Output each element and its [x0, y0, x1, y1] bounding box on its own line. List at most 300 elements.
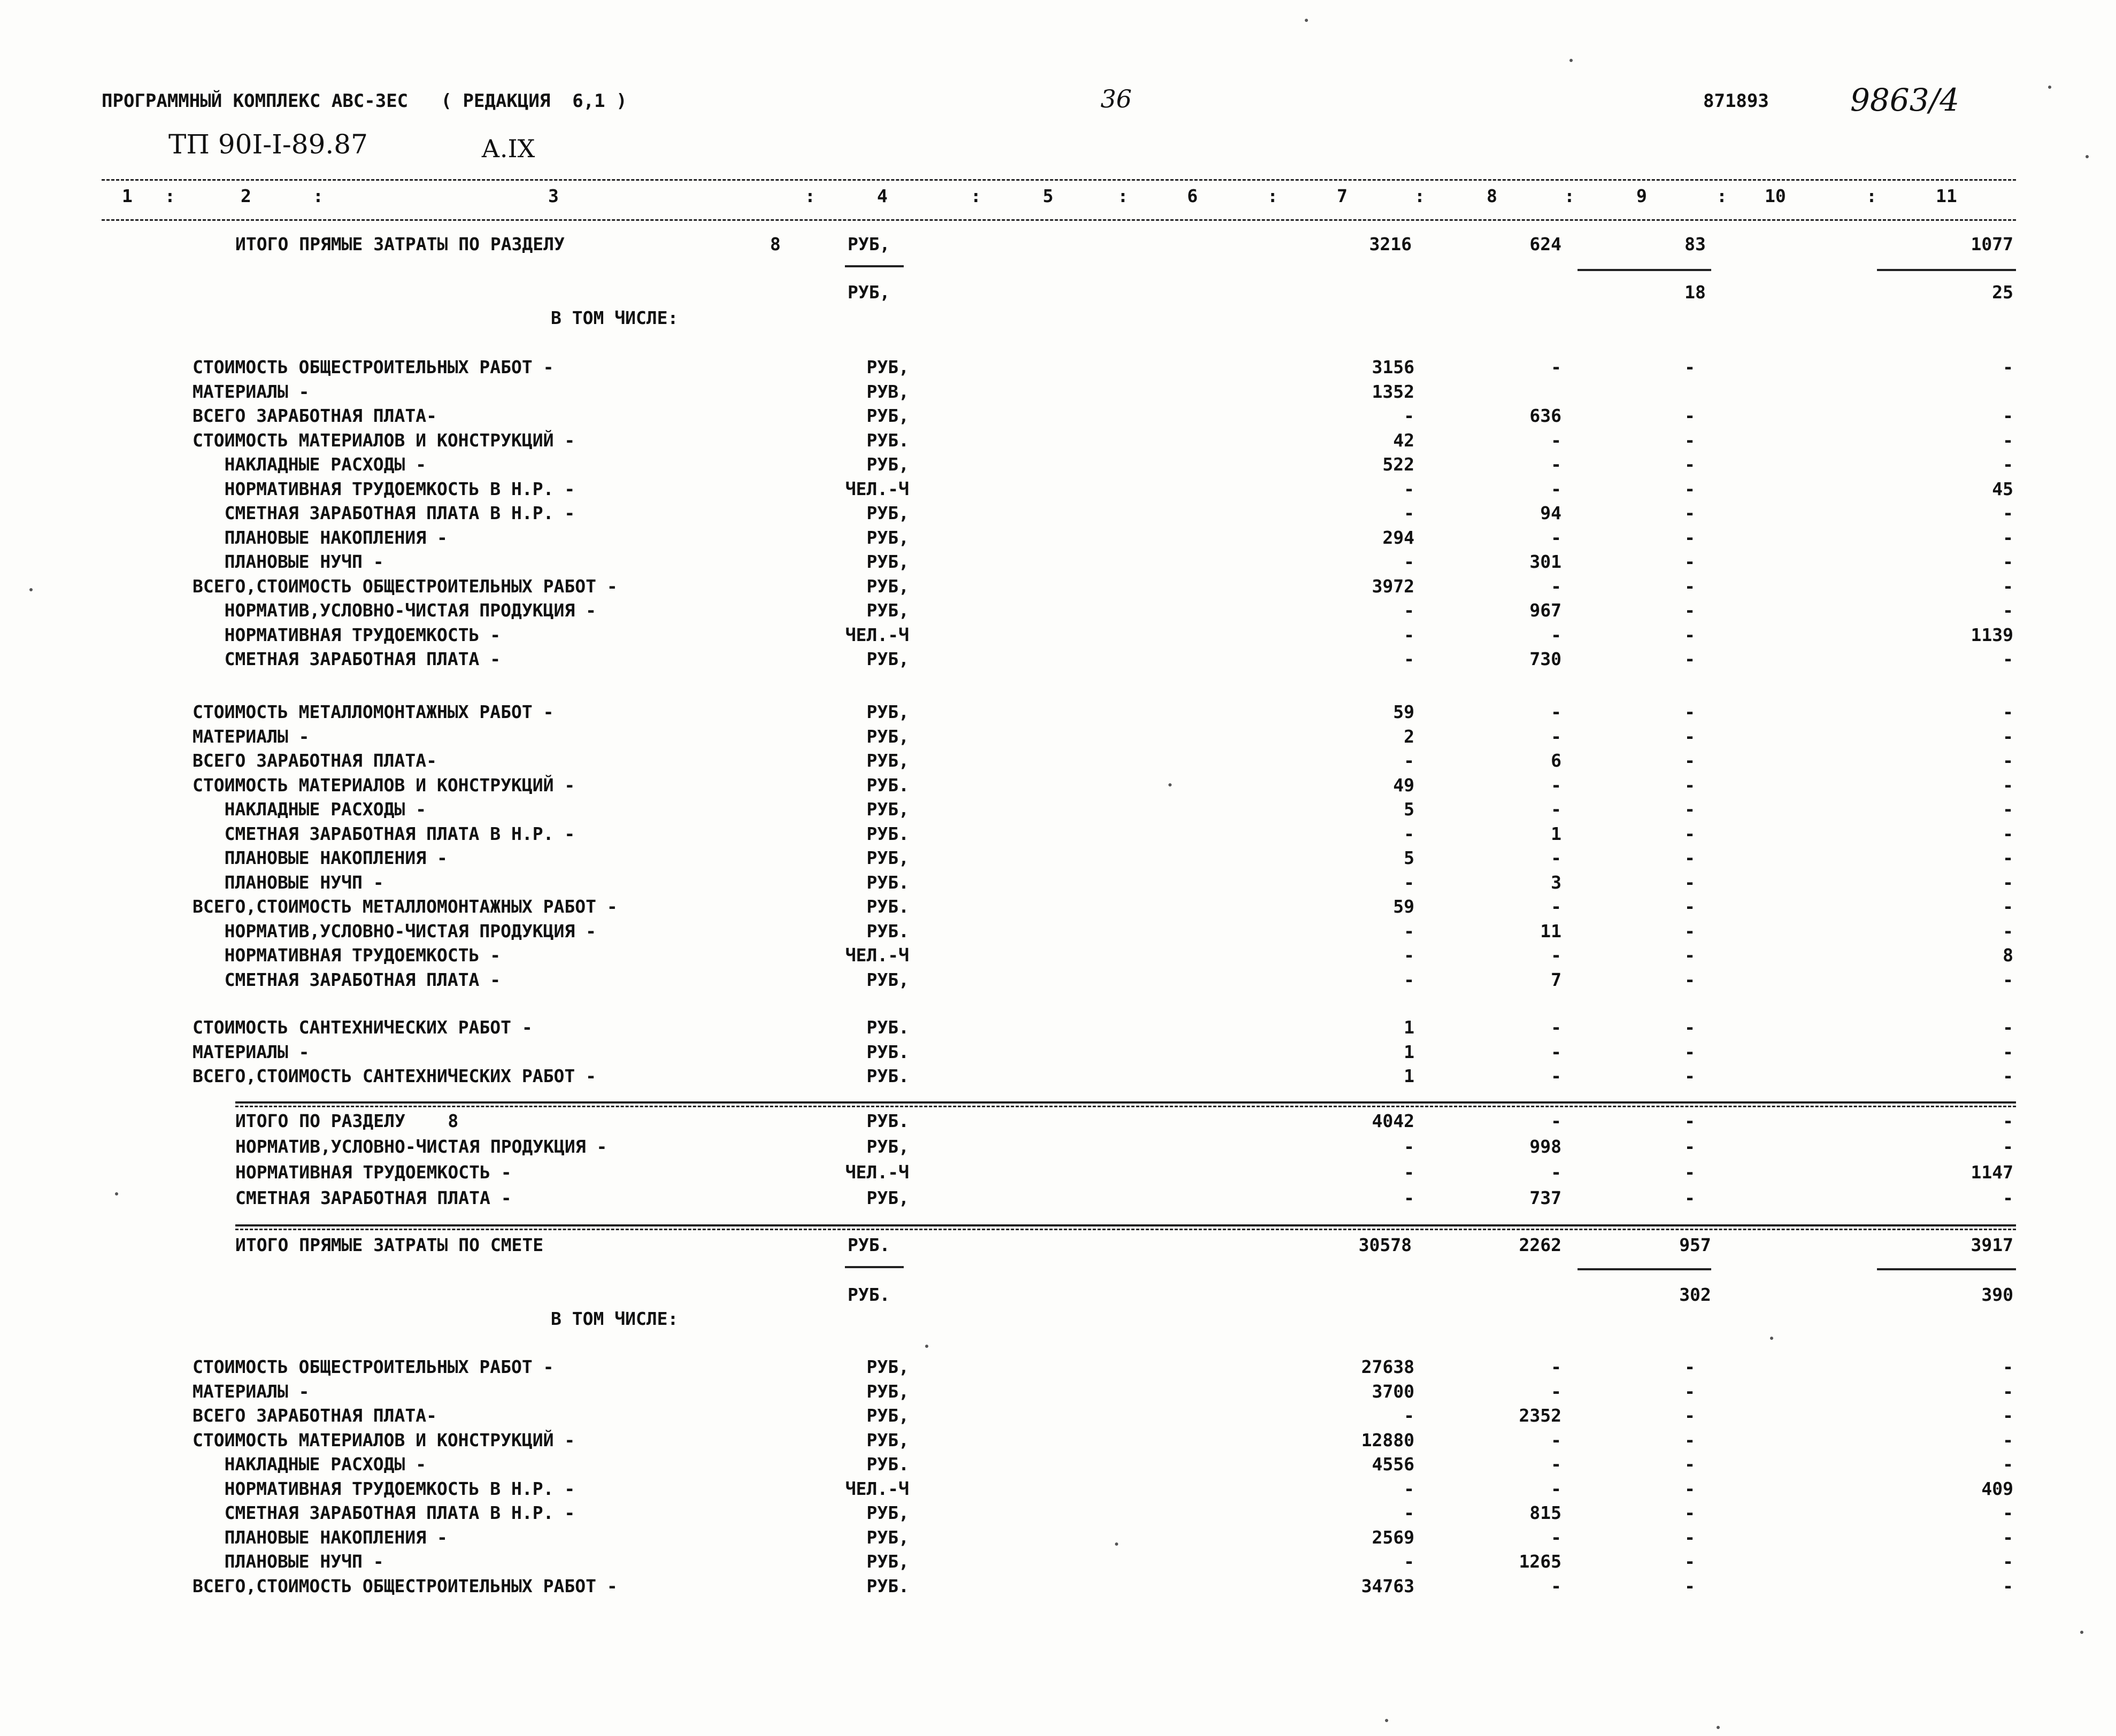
cell-c8: 636	[1529, 405, 1561, 426]
album-number: А.IX	[481, 134, 535, 163]
scan-speck	[1305, 19, 1308, 22]
cell-c9: -	[1684, 357, 1695, 377]
column-separator: :	[313, 186, 324, 206]
cell-c9: -	[1684, 1041, 1695, 1062]
cell-c7: 1	[1404, 1017, 1414, 1038]
row-unit: РУБ,	[866, 405, 909, 426]
row-label: СТОИМОСТЬ ОБЩЕСТРОИТЕЛЬНЫХ РАБОТ -	[193, 357, 554, 377]
row-unit: РУБ.	[866, 430, 909, 451]
scan-speck	[2048, 86, 2051, 89]
row-unit: РУБ.	[866, 775, 909, 796]
row-label: ПЛАНОВЫЕ НУЧП -	[193, 1551, 384, 1572]
column-number: 7	[1337, 186, 1348, 206]
cell-c9: -	[1684, 775, 1695, 796]
row-label: ПЛАНОВЫЕ НУЧП -	[193, 872, 384, 893]
cell-c8: -	[1551, 726, 1561, 747]
project-code: ТП 90I-I-89.87	[168, 129, 368, 160]
cell-c7: -	[1404, 945, 1414, 966]
cell-c9: -	[1684, 969, 1695, 990]
cell-c8: -	[1551, 527, 1561, 548]
row-unit: РУБ,	[866, 726, 909, 747]
cell-c8: -	[1551, 1381, 1561, 1402]
row-unit: РУБ,	[866, 1356, 909, 1377]
row-label: СТОИМОСТЬ МАТЕРИАЛОВ И КОНСТРУКЦИЙ -	[193, 775, 575, 796]
column-separator: :	[1564, 186, 1575, 206]
estimate-total-col9-b: 302	[1679, 1284, 1711, 1305]
row-unit: РУБ,	[866, 1551, 909, 1572]
estimate-total-col7: 30578	[1358, 1235, 1412, 1255]
cell-c8: -	[1551, 1066, 1561, 1086]
cell-c8: -	[1551, 799, 1561, 820]
cell-c7: -	[1404, 823, 1414, 844]
estimate-total-top-rule-2	[235, 1229, 2016, 1230]
estimate-col9-fraction-line	[1578, 1268, 1711, 1270]
row-label: СТОИМОСТЬ ОБЩЕСТРОИТЕЛЬНЫХ РАБОТ -	[193, 1356, 554, 1377]
column-number: 3	[548, 186, 559, 206]
cell-c11: -	[2003, 527, 2013, 548]
cell-c11: -	[2003, 454, 2013, 475]
header-top-rule	[102, 179, 2016, 181]
row-label: СМЕТНАЯ ЗАРАБОТНАЯ ПЛАТА В Н.Р. -	[193, 823, 575, 844]
column-separator: :	[1414, 186, 1425, 206]
column-number: 9	[1636, 186, 1647, 206]
section-total-col11: 1077	[1971, 234, 2013, 254]
row-unit: РУБ,	[866, 551, 909, 572]
row-label: НАКЛАДНЫЕ РАСХОДЫ -	[193, 454, 427, 475]
estimate-unit-underline	[845, 1266, 904, 1268]
cell-c11: -	[2003, 1110, 2013, 1131]
cell-c8: -	[1551, 1576, 1561, 1596]
estimate-col11-fraction-line	[1877, 1268, 2016, 1270]
page-number: 36	[1101, 84, 1132, 113]
row-label: СМЕТНАЯ ЗАРАБОТНАЯ ПЛАТА -	[235, 1187, 512, 1208]
including-label-2: В ТОМ ЧИСЛЕ:	[551, 1308, 679, 1329]
cell-c7: 4042	[1372, 1110, 1414, 1131]
cell-c9: -	[1684, 454, 1695, 475]
cell-c11: -	[2003, 1017, 2013, 1038]
cell-c11: -	[2003, 1502, 2013, 1523]
estimate-total-top-rule	[235, 1224, 2016, 1226]
cell-c7: -	[1404, 1502, 1414, 1523]
cell-c9: -	[1684, 1187, 1695, 1208]
cell-c7: 1	[1404, 1066, 1414, 1086]
cell-c8: 998	[1529, 1136, 1561, 1157]
col11-fraction-line	[1877, 269, 2016, 271]
row-unit: РУБ.	[866, 872, 909, 893]
scan-speck	[1115, 1542, 1118, 1546]
cell-c7: 5	[1404, 847, 1414, 868]
cell-c7: -	[1404, 1551, 1414, 1572]
cell-c8: 730	[1529, 649, 1561, 669]
cell-c8: -	[1551, 1041, 1561, 1062]
cell-c7: -	[1404, 1478, 1414, 1499]
cell-c11: -	[2003, 799, 2013, 820]
cell-c8: -	[1551, 1454, 1561, 1475]
row-label: НАКЛАДНЫЕ РАСХОДЫ -	[193, 799, 427, 820]
cell-c11: -	[2003, 726, 2013, 747]
cell-c9: -	[1684, 503, 1695, 523]
col9-fraction-line	[1578, 269, 1711, 271]
cell-c7: 294	[1382, 527, 1414, 548]
row-unit: РУБ.	[866, 823, 909, 844]
row-unit: РУБ,	[866, 1187, 909, 1208]
section-total-col9-b: 18	[1684, 282, 1706, 303]
cell-c8: -	[1551, 896, 1561, 917]
cell-c7: -	[1404, 969, 1414, 990]
cell-c8: 3	[1551, 872, 1561, 893]
cell-c7: 3156	[1372, 357, 1414, 377]
column-separator: :	[1866, 186, 1877, 206]
cell-c9: -	[1684, 945, 1695, 966]
cell-c7: 1352	[1372, 381, 1414, 402]
row-label: НОРМАТИВНАЯ ТРУДОЕМКОСТЬ -	[193, 624, 501, 645]
row-unit: РУБ,	[866, 454, 909, 475]
row-label: ВСЕГО ЗАРАБОТНАЯ ПЛАТА-	[193, 750, 437, 771]
column-separator: :	[1717, 186, 1727, 206]
cell-c9: -	[1684, 551, 1695, 572]
cell-c7: -	[1404, 1136, 1414, 1157]
cell-c8: -	[1551, 1527, 1561, 1548]
cell-c8: -	[1551, 357, 1561, 377]
row-unit: РУБ,	[866, 1527, 909, 1548]
cell-c11: -	[2003, 872, 2013, 893]
column-number: 6	[1187, 186, 1198, 206]
document-code: 871893	[1703, 90, 1769, 112]
cell-c11: -	[2003, 1430, 2013, 1450]
cell-c9: -	[1684, 701, 1695, 722]
row-label: МАТЕРИАЛЫ -	[193, 1381, 310, 1402]
row-unit: РУБ,	[866, 969, 909, 990]
estimate-total-unit: РУБ.	[848, 1235, 890, 1255]
cell-c8: 1265	[1519, 1551, 1561, 1572]
unit-underline	[845, 265, 904, 267]
cell-c9: -	[1684, 750, 1695, 771]
cell-c7: 59	[1393, 701, 1414, 722]
row-label: СТОИМОСТЬ МАТЕРИАЛОВ И КОНСТРУКЦИЙ -	[193, 1430, 575, 1450]
section-total-unit-2: РУБ,	[848, 282, 890, 303]
section-total-col7: 3216	[1369, 234, 1412, 254]
cell-c7: 2569	[1372, 1527, 1414, 1548]
cell-c11: 1139	[1971, 624, 2013, 645]
cell-c7: 49	[1393, 775, 1414, 796]
cell-c7: 3972	[1372, 576, 1414, 597]
cell-c8: -	[1551, 847, 1561, 868]
estimate-total-col11-b: 390	[1981, 1284, 2013, 1305]
scan-speck	[1717, 1726, 1720, 1729]
cell-c7: 42	[1393, 430, 1414, 451]
row-unit: РУБ.	[866, 1017, 909, 1038]
cell-c9: -	[1684, 1110, 1695, 1131]
row-label: МАТЕРИАЛЫ -	[193, 726, 310, 747]
cell-c9: -	[1684, 1136, 1695, 1157]
cell-c11: -	[2003, 1527, 2013, 1548]
section-total-label: ИТОГО ПРЯМЫЕ ЗАТРАТЫ ПО РАЗДЕЛУ	[235, 234, 565, 254]
estimate-total-unit-2: РУБ.	[848, 1284, 890, 1305]
cell-c9: -	[1684, 1478, 1695, 1499]
cell-c11: -	[2003, 600, 2013, 621]
row-unit: РУБ,	[866, 799, 909, 820]
row-unit: РУБ.	[866, 1041, 909, 1062]
cell-c11: -	[2003, 896, 2013, 917]
cell-c11: -	[2003, 405, 2013, 426]
row-unit: РУБ,	[866, 1136, 909, 1157]
cell-c7: -	[1404, 624, 1414, 645]
cell-c8: 2352	[1519, 1405, 1561, 1426]
section-end-rule	[235, 1101, 2016, 1104]
cell-c7: -	[1404, 551, 1414, 572]
row-label: НОРМАТИВ,УСЛОВНО-ЧИСТАЯ ПРОДУКЦИЯ -	[193, 921, 596, 942]
cell-c7: -	[1404, 649, 1414, 669]
cell-c8: -	[1551, 430, 1561, 451]
cell-c11: -	[2003, 847, 2013, 868]
cell-c9: -	[1684, 527, 1695, 548]
row-label: СМЕТНАЯ ЗАРАБОТНАЯ ПЛАТА -	[193, 969, 501, 990]
row-label: ПЛАНОВЫЕ НАКОПЛЕНИЯ -	[193, 1527, 448, 1548]
cell-c8: -	[1551, 454, 1561, 475]
cell-c9: -	[1684, 1454, 1695, 1475]
row-label: ВСЕГО,СТОИМОСТЬ ОБЩЕСТРОИТЕЛЬНЫХ РАБОТ -	[193, 1576, 618, 1596]
cell-c11: -	[2003, 1381, 2013, 1402]
cell-c11: -	[2003, 1454, 2013, 1475]
cell-c9: -	[1684, 1405, 1695, 1426]
row-label: МАТЕРИАЛЫ -	[193, 381, 310, 402]
scan-speck	[2086, 155, 2089, 158]
row-unit: РУВ,	[866, 381, 909, 402]
cell-c11: -	[2003, 1576, 2013, 1596]
row-unit: РУБ,	[866, 1381, 909, 1402]
cell-c11: -	[2003, 357, 2013, 377]
section-total-col9: 83	[1684, 234, 1706, 254]
section-end-rule-2	[235, 1106, 2016, 1107]
cell-c7: 3700	[1372, 1381, 1414, 1402]
cell-c11: -	[2003, 969, 2013, 990]
cell-c9: -	[1684, 823, 1695, 844]
row-unit: РУБ,	[866, 1502, 909, 1523]
cell-c8: -	[1551, 1478, 1561, 1499]
row-unit: РУБ,	[866, 503, 909, 523]
row-unit: ЧЕЛ.-Ч	[845, 479, 909, 499]
cell-c9: -	[1684, 430, 1695, 451]
cell-c9: -	[1684, 1066, 1695, 1086]
cell-c11: -	[2003, 1066, 2013, 1086]
cell-c9: -	[1684, 1356, 1695, 1377]
row-unit: ЧЕЛ.-Ч	[845, 624, 909, 645]
cell-c11: -	[2003, 1356, 2013, 1377]
cell-c7: 2	[1404, 726, 1414, 747]
column-separator: :	[805, 186, 815, 206]
cell-c9: -	[1684, 1527, 1695, 1548]
cell-c11: 8	[2003, 945, 2013, 966]
cell-c9: -	[1684, 1430, 1695, 1450]
row-unit: РУБ,	[866, 600, 909, 621]
row-unit: РУБ.	[866, 1066, 909, 1086]
cell-c11: -	[2003, 503, 2013, 523]
cell-c11: -	[2003, 430, 2013, 451]
scan-speck	[1385, 1719, 1388, 1722]
row-label: ПЛАНОВЫЕ НАКОПЛЕНИЯ -	[193, 847, 448, 868]
cell-c8: -	[1551, 1356, 1561, 1377]
scan-speck	[925, 1345, 928, 1348]
row-unit: РУБ,	[866, 750, 909, 771]
column-number: 11	[1936, 186, 1957, 206]
row-label: НОРМАТИВНАЯ ТРУДОЕМКОСТЬ -	[193, 945, 501, 966]
cell-c11: -	[2003, 551, 2013, 572]
cell-c11: -	[2003, 750, 2013, 771]
cell-c7: -	[1404, 1405, 1414, 1426]
row-unit: РУБ.	[866, 1454, 909, 1475]
cell-c7: -	[1404, 405, 1414, 426]
cell-c11: -	[2003, 701, 2013, 722]
cell-c7: -	[1404, 503, 1414, 523]
estimate-total-col9: 957	[1679, 1235, 1711, 1255]
row-label: НАКЛАДНЫЕ РАСХОДЫ -	[193, 1454, 427, 1475]
header-bottom-rule	[102, 219, 2016, 221]
row-unit: ЧЕЛ.-Ч	[845, 1162, 909, 1183]
row-label: НОРМАТИВ,УСЛОВНО-ЧИСТАЯ ПРОДУКЦИЯ -	[235, 1136, 607, 1157]
column-number: 2	[241, 186, 251, 206]
section-total-number: 8	[770, 234, 781, 254]
cell-c9: -	[1684, 600, 1695, 621]
cell-c11: -	[2003, 823, 2013, 844]
cell-c7: -	[1404, 479, 1414, 499]
cell-c8: -	[1551, 1430, 1561, 1450]
row-unit: РУБ,	[866, 527, 909, 548]
column-number: 4	[877, 186, 888, 206]
cell-c9: -	[1684, 726, 1695, 747]
scan-speck	[1168, 783, 1172, 786]
cell-c8: -	[1551, 775, 1561, 796]
row-label: СМЕТНАЯ ЗАРАБОТНАЯ ПЛАТА В Н.Р. -	[193, 1502, 575, 1523]
section-total-col11-b: 25	[1992, 282, 2013, 303]
row-label: СТОИМОСТЬ САНТЕХНИЧЕСКИХ РАБОТ -	[193, 1017, 533, 1038]
row-label: СМЕТНАЯ ЗАРАБОТНАЯ ПЛАТА -	[193, 649, 501, 669]
handwritten-code: 9863/4	[1850, 82, 1960, 118]
column-separator: :	[1267, 186, 1278, 206]
estimate-total-col8: 2262	[1519, 1235, 1561, 1255]
cell-c11: -	[2003, 1136, 2013, 1157]
cell-c11: -	[2003, 1551, 2013, 1572]
row-label: ПЛАНОВЫЕ НАКОПЛЕНИЯ -	[193, 527, 448, 548]
column-separator: :	[971, 186, 981, 206]
row-unit: РУБ,	[866, 649, 909, 669]
cell-c7: -	[1404, 1162, 1414, 1183]
program-header: ПРОГРАММНЫЙ КОМПЛЕКС АВС-3ЕС ( РЕДАКЦИЯ 6,1 )	[102, 90, 627, 112]
row-label: ВСЕГО,СТОИМОСТЬ ОБЩЕСТРОИТЕЛЬНЫХ РАБОТ -	[193, 576, 618, 597]
row-unit: ЧЕЛ.-Ч	[845, 945, 909, 966]
row-label: СТОИМОСТЬ МЕТАЛЛОМОНТАЖНЫХ РАБОТ -	[193, 701, 554, 722]
scan-speck	[2080, 1631, 2083, 1634]
row-unit: РУБ,	[866, 701, 909, 722]
row-unit: РУБ.	[866, 896, 909, 917]
cell-c11: -	[2003, 1405, 2013, 1426]
cell-c8: -	[1551, 945, 1561, 966]
cell-c7: -	[1404, 872, 1414, 893]
column-number: 5	[1043, 186, 1053, 206]
row-unit: РУБ,	[866, 576, 909, 597]
cell-c9: -	[1684, 576, 1695, 597]
cell-c9: -	[1684, 405, 1695, 426]
scan-speck	[1770, 1337, 1773, 1340]
cell-c11: -	[2003, 775, 2013, 796]
row-label: ВСЕГО,СТОИМОСТЬ САНТЕХНИЧЕСКИХ РАБОТ -	[193, 1066, 596, 1086]
cell-c9: -	[1684, 921, 1695, 942]
cell-c7: -	[1404, 921, 1414, 942]
cell-c7: 59	[1393, 896, 1414, 917]
row-unit: РУБ,	[866, 1405, 909, 1426]
cell-c11: -	[2003, 1187, 2013, 1208]
row-unit: РУБ,	[866, 1430, 909, 1450]
row-unit: РУБ,	[866, 357, 909, 377]
row-label: ВСЕГО ЗАРАБОТНАЯ ПЛАТА-	[193, 1405, 437, 1426]
cell-c7: -	[1404, 600, 1414, 621]
including-label: В ТОМ ЧИСЛЕ:	[551, 307, 679, 328]
row-label: СТОИМОСТЬ МАТЕРИАЛОВ И КОНСТРУКЦИЙ -	[193, 430, 575, 451]
cell-c8: 6	[1551, 750, 1561, 771]
cell-c8: -	[1551, 624, 1561, 645]
row-unit: ЧЕЛ.-Ч	[845, 1478, 909, 1499]
cell-c11: -	[2003, 1041, 2013, 1062]
row-label: СМЕТНАЯ ЗАРАБОТНАЯ ПЛАТА В Н.Р. -	[193, 503, 575, 523]
cell-c9: -	[1684, 479, 1695, 499]
cell-c9: -	[1684, 847, 1695, 868]
row-unit: РУБ,	[866, 847, 909, 868]
row-label: ВСЕГО,СТОИМОСТЬ МЕТАЛЛОМОНТАЖНЫХ РАБОТ -	[193, 896, 618, 917]
row-label: НОРМАТИВНАЯ ТРУДОЕМКОСТЬ -	[235, 1162, 512, 1183]
column-number: 8	[1487, 186, 1497, 206]
cell-c9: -	[1684, 649, 1695, 669]
cell-c7: 27638	[1361, 1356, 1414, 1377]
cell-c11: -	[2003, 921, 2013, 942]
cell-c8: 1	[1551, 823, 1561, 844]
row-label: НОРМАТИВНАЯ ТРУДОЕМКОСТЬ В Н.Р. -	[193, 1478, 575, 1499]
row-unit: РУБ.	[866, 921, 909, 942]
section-total-col8: 624	[1529, 234, 1561, 254]
cell-c7: 522	[1382, 454, 1414, 475]
column-number: 10	[1765, 186, 1786, 206]
cell-c9: -	[1684, 1576, 1695, 1596]
cell-c11: -	[2003, 576, 2013, 597]
cell-c8: -	[1551, 701, 1561, 722]
row-label: НОРМАТИВНАЯ ТРУДОЕМКОСТЬ В Н.Р. -	[193, 479, 575, 499]
cell-c7: 5	[1404, 799, 1414, 820]
cell-c9: -	[1684, 624, 1695, 645]
cell-c8: 967	[1529, 600, 1561, 621]
cell-c8: 7	[1551, 969, 1561, 990]
cell-c8: -	[1551, 479, 1561, 499]
column-separator: :	[165, 186, 175, 206]
cell-c11: 409	[1981, 1478, 2013, 1499]
cell-c8: 11	[1540, 921, 1561, 942]
cell-c11: 1147	[1971, 1162, 2013, 1183]
row-label: НОРМАТИВ,УСЛОВНО-ЧИСТАЯ ПРОДУКЦИЯ -	[193, 600, 596, 621]
cell-c9: -	[1684, 1502, 1695, 1523]
cell-c8: 815	[1529, 1502, 1561, 1523]
cell-c7: -	[1404, 1187, 1414, 1208]
cell-c8: 94	[1540, 503, 1561, 523]
cell-c8: -	[1551, 1017, 1561, 1038]
cell-c9: -	[1684, 1551, 1695, 1572]
cell-c9: -	[1684, 799, 1695, 820]
cell-c9: -	[1684, 872, 1695, 893]
column-separator: :	[1118, 186, 1128, 206]
scan-speck	[115, 1192, 118, 1195]
row-label: ИТОГО ПО РАЗДЕЛУ 8	[235, 1110, 459, 1131]
cell-c8: 737	[1529, 1187, 1561, 1208]
cell-c8: 301	[1529, 551, 1561, 572]
cell-c8: -	[1551, 1162, 1561, 1183]
row-unit: РУБ.	[866, 1110, 909, 1131]
cell-c9: -	[1684, 1162, 1695, 1183]
